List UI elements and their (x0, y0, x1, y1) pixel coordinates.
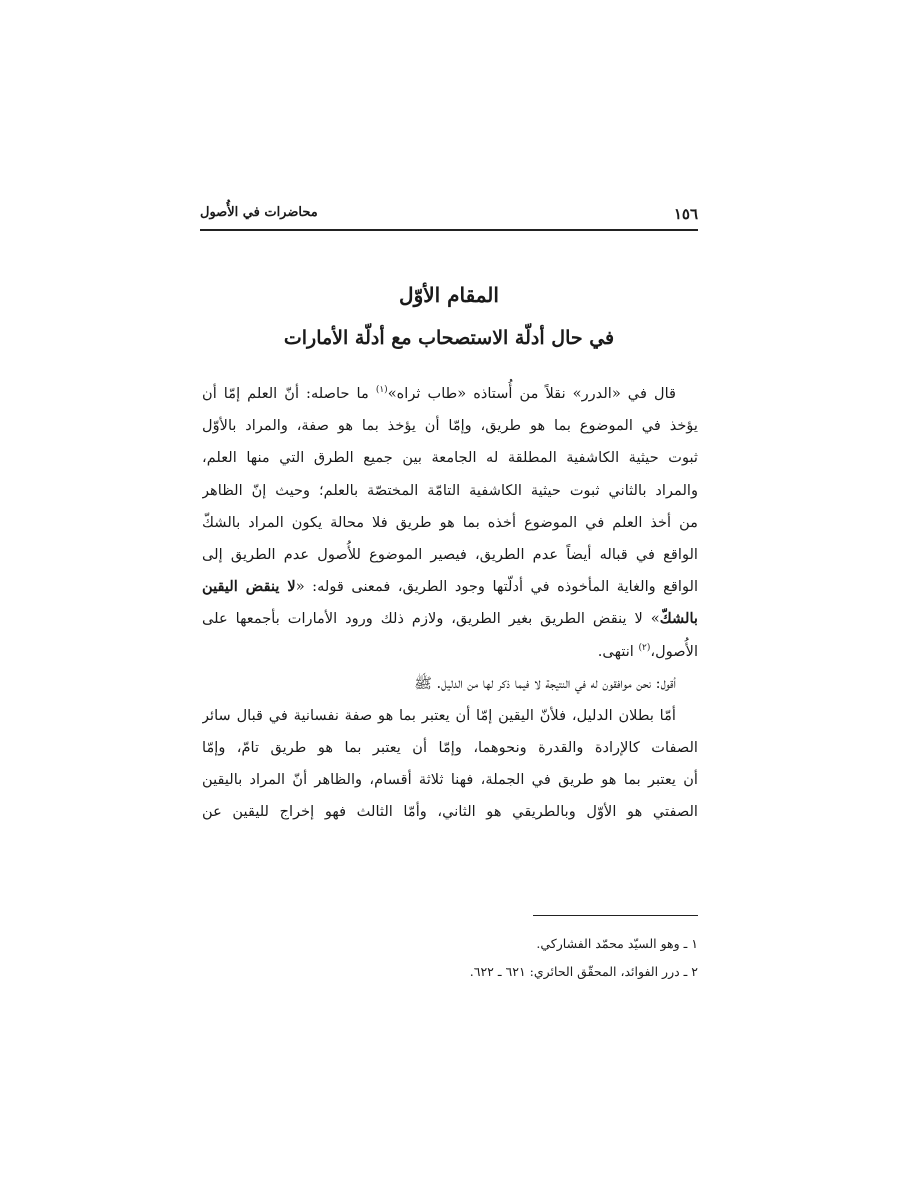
footnote-ref-2[interactable]: (٢) (638, 642, 651, 653)
paragraph-3-line: الصفتي هو الأوّل وبالطريقي هو الثاني، وأمّا الثالث فهو إخراج لليقين عن (202, 803, 698, 821)
paragraph-3-line: الصفات كالإرادة والقدرة ونحوهما، وإمّا أن يعتبر بما هو طريق تامّ، وإمّا (202, 739, 698, 757)
running-title: محاضرات في الأُصول (200, 205, 318, 220)
page-number: ١٥٦ (673, 205, 698, 223)
paragraph-1-line: قال في «الدرر» نقلاً من أُستاذه «طاب ثراه»$^{(١)}$ ما حاصله: أنّ العلم إمّا أن (202, 385, 676, 402)
footnotes (202, 930, 698, 986)
paragraph-1-line: الأُصول،$^{(٢)}$ انتهى. (597, 642, 698, 660)
honorific-glyph: ﷺ (414, 674, 432, 692)
footnote-1: ١ ـ وهو السيّد محمّد الفشاركي. (536, 936, 698, 951)
paragraph-1-line: والمراد بالثاني ثبوت حيثية الكاشفية التامّة المختصّة بالعلم؛ وحيث إنّ الظاهر (202, 481, 698, 499)
paragraph-1-line: ثبوت حيثية الكاشفية المطلقة له الجامعة بين جميع الطرق التي منها العلم، (202, 449, 698, 467)
paragraph-1-line: الواقع في قباله أيضاً عدم الطريق، فيصير الموضوع للأُصول عدم الطريق إلى (202, 545, 698, 563)
paragraph-1-line: بالشكّ» لا ينقض الطريق بغير الطريق، ولازم ذلك ورود الأمارات بأجمعها على (202, 610, 698, 628)
footnote-2: ٢ ـ درر الفوائد، المحقّق الحائري: ٦٢١ ـ ٦٢٢. (469, 964, 698, 979)
paragraph-1-line: الواقع والغاية المأخوذه في أدلّتها وجود الطريق، فمعنى قوله: «لا ينقض اليقين (202, 578, 698, 596)
body-text (202, 378, 698, 829)
paragraph-3-line: أمّا بطلان الدليل، فلأنّ اليقين إمّا أن يعتبر بما هو صفة نفسانية في قبال سائر (202, 706, 676, 724)
paragraph-2: أقول: نحن موافقون له في النتيجة لا فيما ذكر لها من الدليل. ﷺ (414, 674, 676, 692)
hadith-quote: لا ينقض اليقين (202, 578, 296, 596)
footnote-separator (533, 915, 698, 916)
hadith-quote: بالشكّ (659, 610, 698, 628)
section-title: المقام الأوّل (399, 283, 499, 307)
page-header (200, 203, 698, 231)
paragraph-3-line: أن يعتبر بما هو طريق في الجملة، فهنا ثلاثة أقسام، والظاهر أنّ المراد باليقين (202, 771, 698, 789)
paragraph-1-line: يؤخذ في الموضوع بما هو طريق، وإمّا أن يؤخذ بما هو صفة، والمراد بالأوّل (202, 417, 698, 435)
footnote-ref-1[interactable]: (١) (375, 385, 388, 396)
paragraph-1-line: من أخذ العلم في الموضوع أخذه بما هو طريق فلا محالة يكون المراد بالشكّ (202, 513, 698, 531)
section-subtitle: في حال أدلّة الاستصحاب مع أدلّة الأمارات (283, 327, 615, 349)
